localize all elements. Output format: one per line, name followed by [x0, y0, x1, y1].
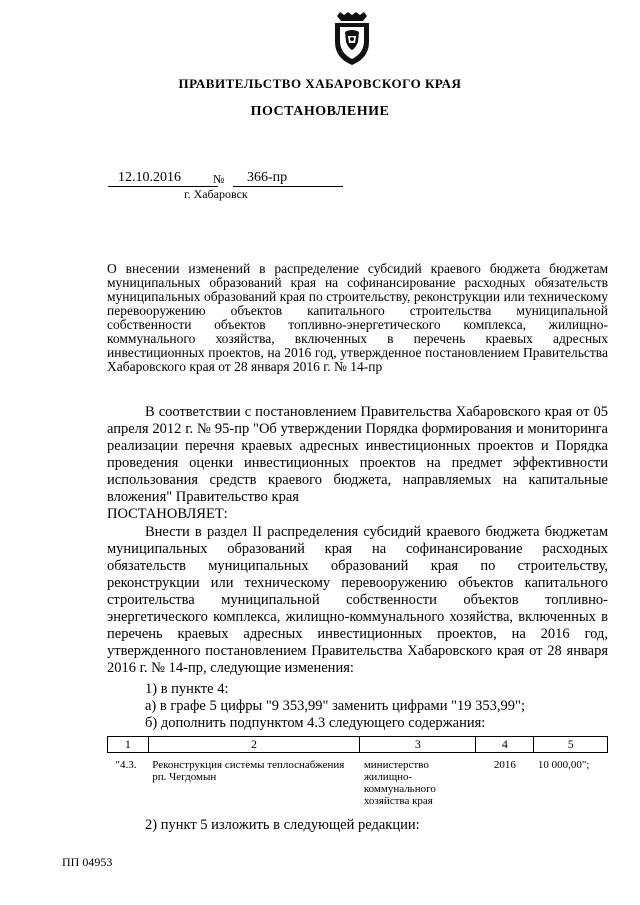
item-1: 1) в пункте 4: [145, 681, 229, 697]
number-sign: № [213, 172, 225, 186]
table-header-cell: 2 [148, 737, 360, 753]
amendment-table [107, 736, 608, 808]
document-code: ПП 04953 [62, 855, 113, 869]
document-type: ПОСТАНОВЛЕНИЕ [250, 104, 390, 119]
row-object: Реконструкция системы теплоснабжения рп. Чегдомын [152, 759, 345, 783]
preamble-paragraph: В соответствии с постановлением Правительства Хабаровского края от 05 апреля 2012 г. № 95-пр "Об утверждении Порядка формирования и мониторинга реализации перечня краевых адресных инвестиционных проектов и Порядка проведения оценки инвестиционных проектов на предмет эффективности использования средств краевого бюджета, направляемых на капитальные вложения" Правительство края [107, 404, 608, 505]
item-1a: а) в графе 5 цифры "9 353,99" заменить цифрами "19 353,99"; [145, 698, 525, 714]
table-row [108, 753, 608, 809]
government-name: ПРАВИТЕЛЬСТВО ХАБАРОВСКОГО КРАЯ [178, 76, 462, 91]
document-date: 12.10.2016 [108, 170, 218, 187]
document-number: 366-пр [233, 170, 343, 187]
row-year: 2016 [493, 759, 516, 771]
table-header-cell: 3 [360, 737, 476, 753]
item-1b: б) дополнить подпунктом 4.3 следующего содержания: [145, 715, 486, 731]
coat-of-arms-icon [331, 12, 373, 66]
item-2: 2) пункт 5 изложить в следующей редакции: [145, 817, 420, 833]
table-header-cell: 4 [476, 737, 534, 753]
table-header-row [108, 737, 608, 753]
row-customer: министерство жилищно-коммунального хозяйства края [363, 759, 436, 807]
row-amount: 10 000,00"; [537, 759, 590, 771]
table-header-cell: 1 [108, 737, 149, 753]
row-number: "4.3. [115, 759, 137, 771]
resolves-heading: ПОСТАНОВЛЯЕТ: [107, 506, 228, 522]
table-header-cell: 5 [534, 737, 608, 753]
document-subject: О внесении изменений в распределение субсидий краевого бюджета бюджетам муниципальных образований края на софинансирование расходных обязательств муниципальных образований края по строительству, реконструкции или техническому перевооружению объектов капитального строительства муниципальной собственности объектов топливно-энергетического комплекса, жилищно-коммунального хозяйства, включенных в перечень краевых адресных инвестиционных проектов, на 2016 год, утвержденное постановлением Правительства Хабаровского края от 28 января 2016 г. № 14-пр [107, 261, 608, 374]
intro-paragraph: Внести в раздел II распределения субсидий краевого бюджета бюджетам муниципальных образований края на софинансирование расходных обязательств муниципальных образований края по строительству, реконструкции или техническому перевооружению объектов капитального строительства муниципальной собственности объектов топливно-энергетического комплекса, жилищно-коммунального хозяйства, включенных в перечень краевых адресных инвестиционных проектов, на 2016 год, утвержденного постановлением Правительства Хабаровского края от 28 января 2016 г. № 14-пр, следующие изменения: [107, 524, 608, 676]
document-city: г. Хабаровск [184, 187, 248, 201]
